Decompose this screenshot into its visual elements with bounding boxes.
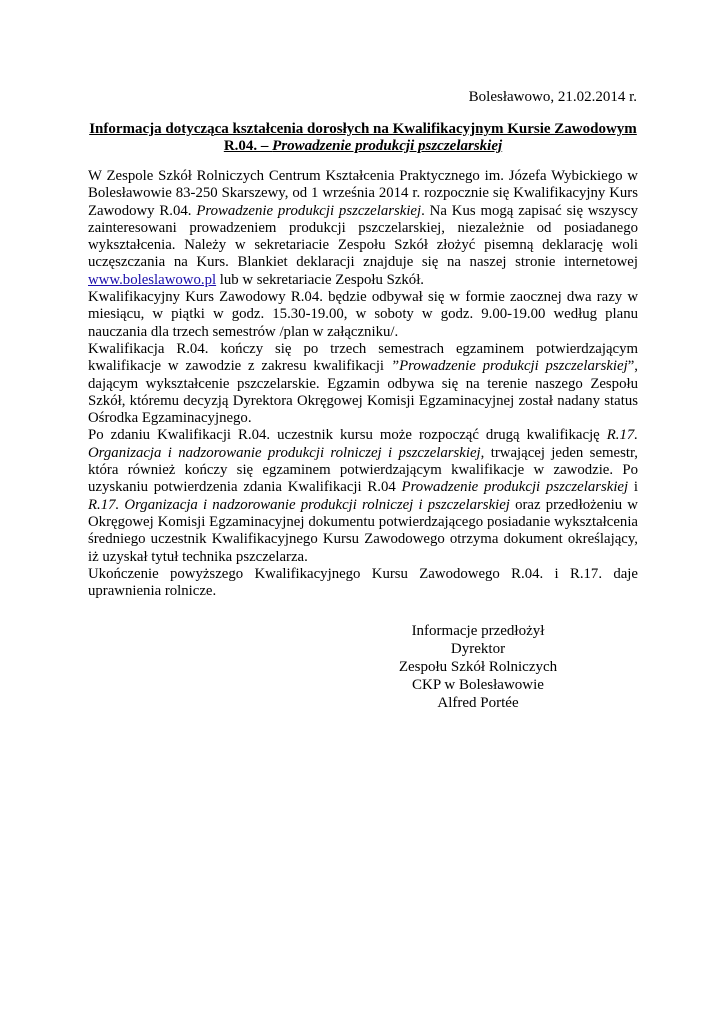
paragraph-4-text-a: Po zdaniu Kwalifikacji R.04. uczestnik kursu może rozpocząć drugą kwalifikację [88,427,607,444]
signature-line-1: Informacje przedłożył [411,623,545,639]
title-line-2-italic: Prowadzenie produkcji pszczelarskiej [272,138,503,154]
paragraph-3-text-a: Kwalifikacja R.04. kończy się po trzech semestrach egzaminem potwierdzającym kwalifikacje w zawodzie z zakresu kwalifikacji [88,340,638,375]
signature-line-3: Zespołu Szkół Rolniczych [398,659,558,675]
paragraph-3-text-c: ”, dającym wykształcenie pszczelarskie. Egzamin odbywa się na terenie naszego Zespołu Szkół, któremu decyzją Dyrektora Okręgowej Komisji Egzaminacyjnej został nadany status Ośrodka Egzaminacyjnego. [88,358,639,427]
signature-block [373,622,583,712]
document-title [88,121,638,155]
document-body [88,168,638,600]
signature-line-2: Dyrektor [450,641,506,657]
paragraph-4-italic-2: Prowadzenie produkcji pszczelarskiej [401,479,629,496]
signature-name: Alfred Portée [437,695,519,711]
paragraph-1-text-c: . Na Kus mogą zapisać się wszyscy zainteresowani prowadzeniem produkcji pszczelarskiej, niezależnie od posiadanego wykształcenia. Należy w sekretariacie Zespołu Szkół złożyć pisemną deklarację woli uczęszczania na Kurs. Blankiet deklaracji znajduje się na naszej stronie internetowej [88,202,638,271]
title-line-1: Informacja dotycząca kształcenia dorosłych na Kwalifikacyjnym Kursie Zawodowym [89,121,637,137]
paragraph-3 [88,341,638,427]
paragraph-4-text-e: i [628,479,638,496]
paragraph-3-italic: ”Prowadzenie produkcji pszczelarskiej [390,358,628,375]
paragraph-4-italic-1: R.17. Organizacja i nadzorowanie produkcji rolniczej i pszczelarskiej [88,427,638,461]
school-website-link[interactable]: www.boleslawowo.pl [88,271,217,288]
paragraph-4-text-c: , trwającej jeden semestr, która również kończy się egzaminem potwierdzającym kwalifikacje w zawodzie. Po uzyskaniu potwierdzenia zdania Kwalifikacji R.04 [88,444,638,496]
paragraph-1-italic: Prowadzenie produkcji pszczelarskiej [196,202,422,219]
paragraph-1 [88,168,638,289]
document-date: Bolesławowo, 21.02.2014 r. [468,89,637,105]
paragraph-5: Ukończenie powyższego Kwalifikacyjnego Kursu Zawodowego R.04. i R.17. daje uprawnienia rolnicze. [88,565,638,600]
paragraph-2: Kwalifikacyjny Kurs Zawodowy R.04. będzie odbywał się w formie zaocznej dwa razy w miesiącu, w piątki w godz. 15.30-19.00, w soboty w godz. 9.00-19.00 według planu nauczania dla trzech semestrów /plan w załączniku/. [88,289,638,340]
paragraph-1-text-a: W Zespole Szkół Rolniczych Centrum Kształcenia Praktycznego im. Józefa Wybickiego w Bolesławowie 83-250 Skarszewy, od 1 września 2014 r. rozpocznie się Kwalifikacyjny Kurs Zawodowy R.04. [88,168,638,219]
signature-line-4: CKP w Bolesławowie [412,677,544,693]
paragraph-1-text-d: lub w sekretariacie Zespołu Szkół. [216,271,425,288]
paragraph-4-text-g: oraz przedłożeniu w Okręgowej Komisji Egzaminacyjnej dokumentu potwierdzającego posiadanie wykształcenia średniego uczestnik Kwalifikacyjnego Kursu Zawodowego otrzyma dokument określający, iż uzyskał tytuł technika pszczelarza. [88,496,638,565]
title-line-2-prefix: R.04. – [223,138,273,154]
paragraph-4-italic-3: R.17. Organizacja i nadzorowanie produkcji rolniczej i pszczelarskiej [88,496,510,513]
paragraph-4 [88,427,638,565]
